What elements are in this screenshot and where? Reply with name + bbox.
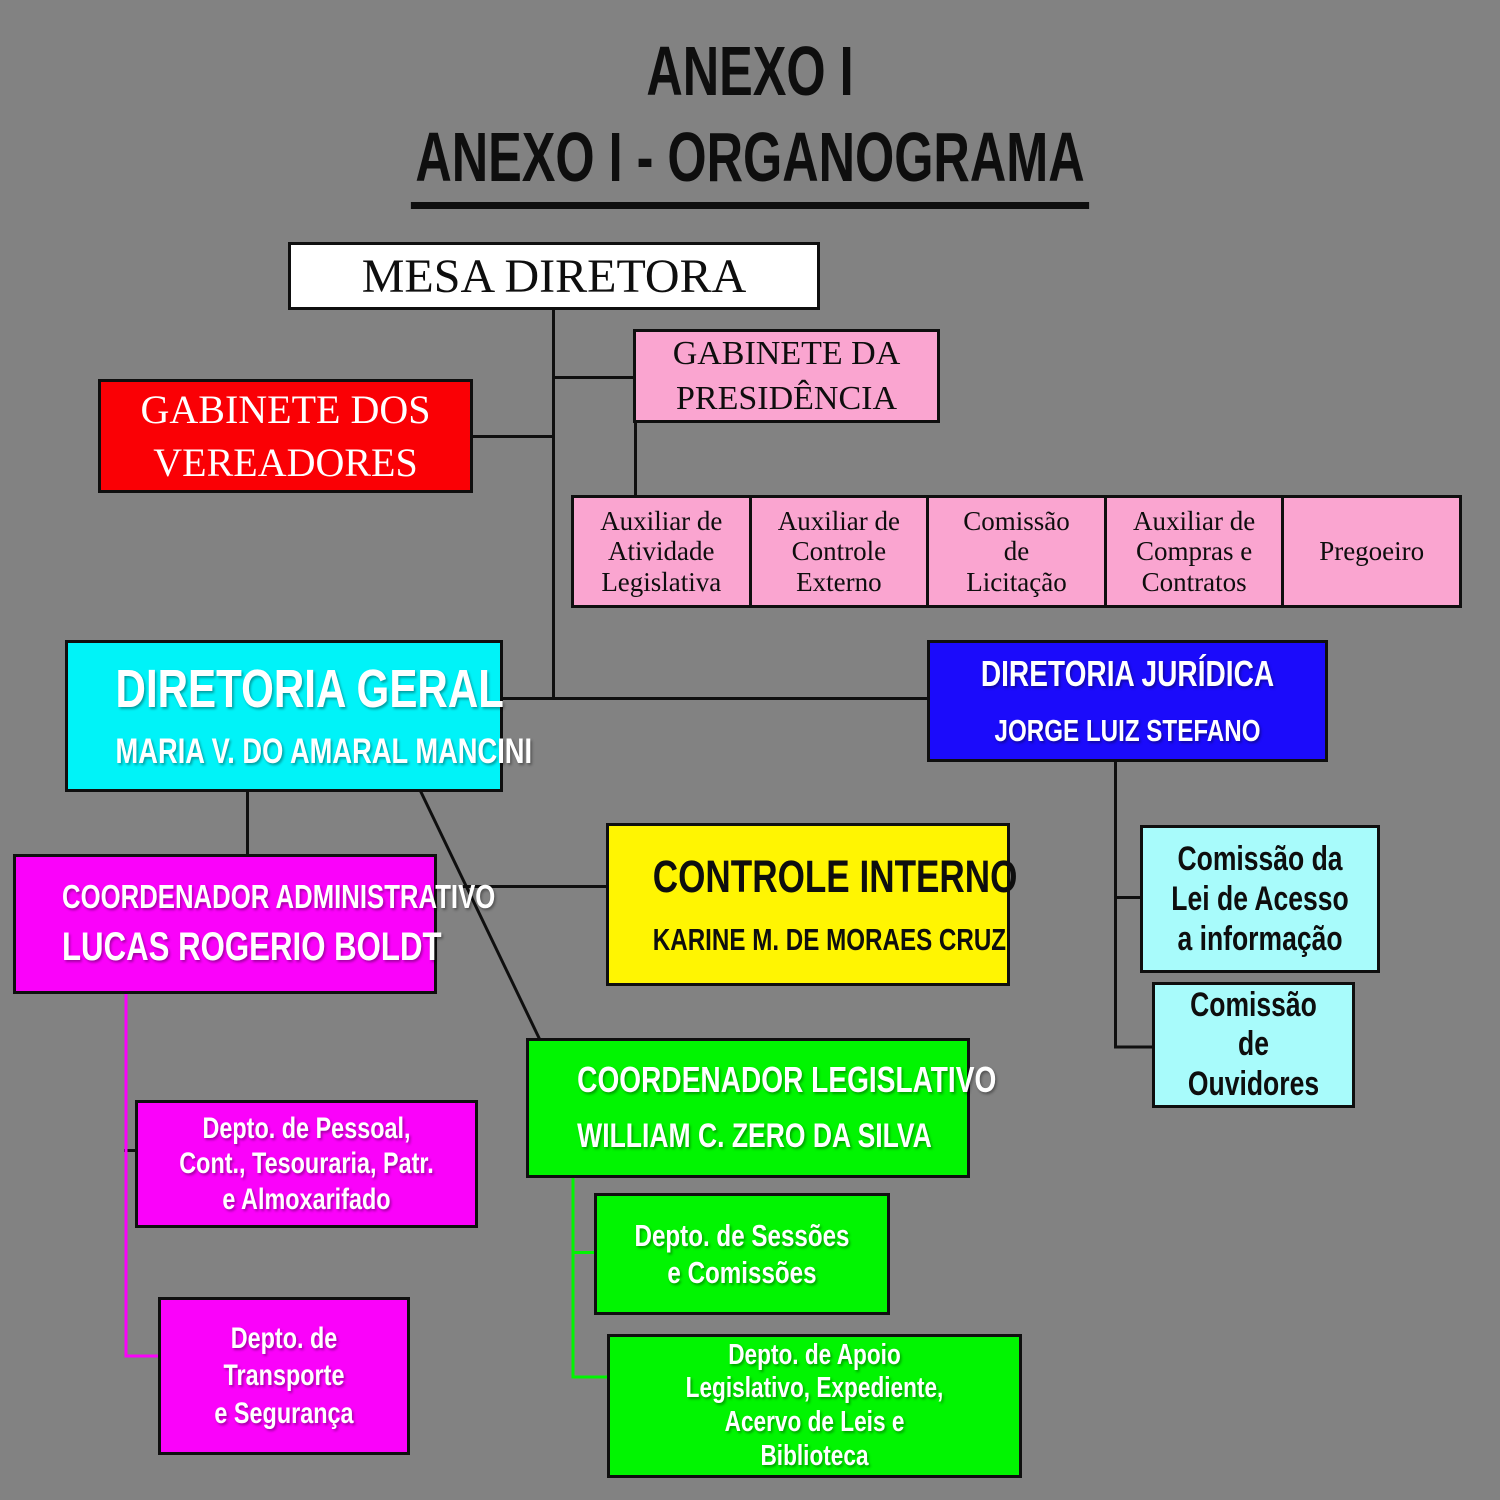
node-line: a informação bbox=[1177, 920, 1343, 959]
node-line: Comissão da bbox=[1177, 839, 1343, 878]
node-title: COORDENADOR ADMINISTRATIVO bbox=[61, 877, 496, 915]
node-label: Pregoeiro bbox=[1319, 536, 1425, 567]
node-line: Biblioteca bbox=[760, 1439, 869, 1472]
node-line: Depto. de Apoio bbox=[728, 1338, 901, 1371]
node-line: VEREADORES bbox=[153, 440, 418, 485]
node-line: Transporte bbox=[223, 1359, 345, 1393]
node-line: Legislativo, Expediente, bbox=[685, 1372, 944, 1405]
node-line: GABINETE DA bbox=[672, 334, 901, 372]
node-title: DIRETORIA GERAL bbox=[115, 659, 504, 720]
node-comissao-licitacao bbox=[926, 498, 1104, 605]
node-line: PRESIDÊNCIA bbox=[675, 380, 898, 417]
node-line: Atividade bbox=[608, 536, 715, 567]
node-depto-apoio bbox=[607, 1334, 1022, 1478]
auxiliary-row bbox=[571, 495, 1462, 608]
node-comissao-lei-acesso bbox=[1140, 825, 1380, 973]
node-line: Legislativa bbox=[601, 566, 722, 597]
node-aux-atividade-legislativa bbox=[574, 498, 749, 605]
connector-geral-to-coord-legislativo-diagonal bbox=[420, 790, 540, 1040]
node-gabinete-vereadores bbox=[98, 379, 473, 493]
node-line: e Almoxarifado bbox=[222, 1182, 391, 1216]
node-line: Depto. de Pessoal, bbox=[202, 1112, 411, 1146]
node-coordenador-administrativo bbox=[13, 854, 496, 994]
node-aux-compras-contratos bbox=[1104, 498, 1282, 605]
node-title: DIRETORIA JURÍDICA bbox=[980, 652, 1275, 694]
node-line: Contratos bbox=[1141, 566, 1247, 597]
node-line: Auxiliar de bbox=[1132, 506, 1256, 537]
node-line: Licitação bbox=[966, 566, 1067, 597]
node-diretoria-geral bbox=[65, 640, 533, 792]
node-line: Auxiliar de bbox=[600, 506, 723, 537]
node-person-name: KARINE M. DE MORAES CRUZ bbox=[652, 921, 1007, 957]
title-line-2: ANEXO I - ORGANOGRAMA bbox=[210, 122, 1290, 209]
node-line: Lei de Acesso bbox=[1171, 879, 1349, 918]
node-line: Comissão bbox=[963, 506, 1070, 537]
node-line: de bbox=[1003, 536, 1030, 567]
node-person-name: MARIA V. DO AMARAL MANCINI bbox=[115, 731, 533, 771]
page-title bbox=[0, 32, 1500, 209]
node-line: de bbox=[1238, 1025, 1269, 1064]
node-comissao-ouvidores bbox=[1152, 982, 1355, 1108]
node-line: Acervo de Leis e bbox=[724, 1406, 905, 1438]
node-line: GABINETE DOS bbox=[140, 386, 431, 432]
node-gabinete-presidencia bbox=[633, 329, 940, 423]
node-line: e Segurança bbox=[214, 1396, 354, 1430]
node-pregoeiro bbox=[1281, 498, 1459, 605]
node-title: CONTROLE INTERNO bbox=[652, 850, 1018, 902]
node-line: Comissão bbox=[1190, 986, 1317, 1025]
node-line: Ouvidores bbox=[1187, 1064, 1320, 1103]
node-label: MESA DIRETORA bbox=[361, 249, 747, 303]
node-diretoria-juridica bbox=[927, 640, 1328, 762]
node-depto-sessoes bbox=[594, 1193, 890, 1315]
node-person-name: JORGE LUIZ STEFANO bbox=[994, 712, 1261, 748]
node-line: e Comissões bbox=[667, 1255, 817, 1290]
node-line: Compras e bbox=[1135, 536, 1253, 567]
node-title: COORDENADOR LEGISLATIVO bbox=[577, 1059, 997, 1101]
node-line: Externo bbox=[796, 566, 882, 597]
node-depto-pessoal bbox=[135, 1100, 478, 1228]
node-line: Controle bbox=[791, 536, 887, 567]
node-line: Depto. de bbox=[230, 1321, 338, 1355]
node-controle-interno bbox=[606, 823, 1018, 986]
node-line: Auxiliar de bbox=[777, 506, 900, 537]
node-person-name: WILLIAM C. ZERO DA SILVA bbox=[577, 1117, 932, 1156]
node-depto-transporte bbox=[158, 1297, 410, 1455]
node-line: Depto. de Sessões bbox=[634, 1217, 850, 1253]
node-person-name: LUCAS ROGERIO BOLDT bbox=[61, 925, 442, 970]
node-line: Cont., Tesouraria, Patr. bbox=[179, 1147, 434, 1181]
node-coordenador-legislativo bbox=[526, 1038, 997, 1178]
node-aux-controle-externo bbox=[749, 498, 927, 605]
title-line-1: ANEXO I bbox=[646, 32, 854, 110]
node-mesa-diretora bbox=[288, 242, 820, 310]
